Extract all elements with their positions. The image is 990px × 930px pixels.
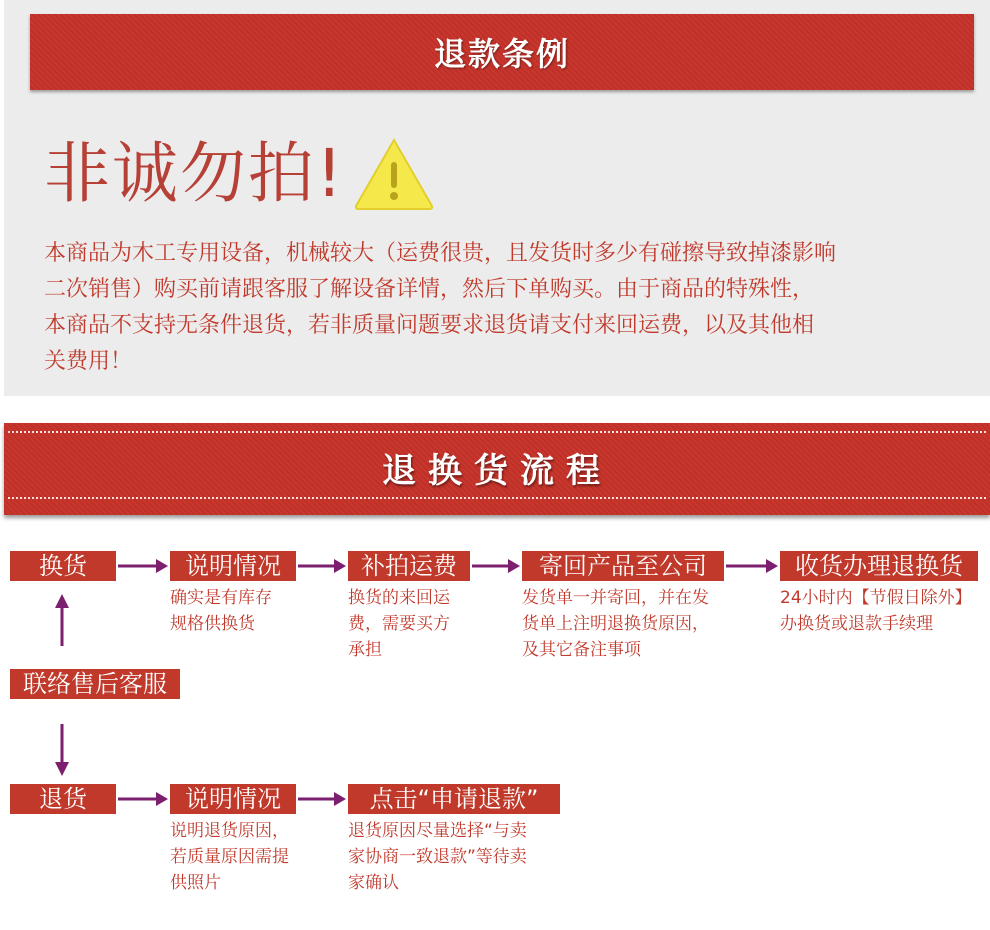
terms-line: 二次销售）购买前请跟客服了解设备详情，然后下单购买。由于商品的特殊性， (44, 277, 815, 302)
desc-line: 规格供换货 (170, 614, 255, 634)
explain-situation-step: 说明情况 (170, 551, 296, 581)
process-exchange-step: 收货办理退换货 (780, 551, 978, 581)
arrow-up-icon (52, 594, 72, 646)
desc-line: 说明退货原因， (170, 821, 289, 841)
desc-line: 发货单一并寄回，并在发 (522, 588, 709, 608)
terms-line: 关费用！ (44, 349, 133, 374)
exchange-step: 换货 (10, 551, 116, 581)
arrow-right-icon (118, 789, 168, 809)
pay-shipping-desc (348, 585, 450, 663)
return-product-step: 寄回产品至公司 (522, 551, 724, 581)
desc-line: 换货的来回运 (348, 588, 450, 608)
process-title: 退换货流程 (382, 451, 612, 491)
desc-line: 及其它备注事项 (522, 640, 641, 660)
desc-line: 若质量原因需提 (170, 847, 289, 867)
arrow-right-icon (726, 556, 778, 576)
apply-refund-desc (348, 818, 527, 896)
desc-line: 供照片 (170, 873, 221, 893)
desc-line: 费，需要买方 (348, 614, 450, 634)
desc-line: 确实是有库存 (170, 588, 272, 608)
refund-step: 退货 (10, 784, 116, 814)
desc-line: 家确认 (348, 873, 399, 893)
warning-triangle-icon (352, 136, 436, 212)
terms-line: 本商品不支持无条件退货，若非质量问题要求退货请支付来回运费，以及其他相 (44, 313, 815, 338)
process-exchange-desc (780, 585, 972, 637)
refund-terms-text (44, 236, 944, 380)
arrow-right-icon (298, 789, 346, 809)
arrow-right-icon (298, 556, 346, 576)
refund-explain-step: 说明情况 (170, 784, 296, 814)
desc-line: 家协商一致退款”等待卖 (348, 847, 527, 867)
process-header (4, 423, 990, 515)
arrow-right-icon (118, 556, 168, 576)
arrow-down-icon (52, 724, 72, 776)
arrow-right-icon (472, 556, 520, 576)
warning-heading (44, 136, 436, 212)
desc-line: 货单上注明退换货原因， (522, 614, 709, 634)
refund-terms-banner (30, 14, 974, 90)
warning-title: 非诚勿拍! (44, 135, 345, 212)
desc-line: 承担 (348, 640, 382, 660)
pay-shipping-step: 补拍运费 (348, 551, 470, 581)
terms-line: 本商品为木工专用设备，机械较大（运费很贵，且发货时多少有碰擦导致掉漆影响 (44, 241, 837, 266)
explain-situation-desc (170, 585, 272, 637)
desc-line: 办换货或退款手续理 (780, 614, 933, 634)
desc-line: 退货原因尽量选择“与卖 (348, 821, 527, 841)
return-product-desc (522, 585, 709, 663)
refund-explain-desc (170, 818, 289, 896)
contact-service-step: 联络售后客服 (10, 669, 180, 699)
refund-terms-title: 退款条例 (433, 35, 570, 73)
apply-refund-step: 点击“申请退款” (348, 784, 560, 814)
desc-line: 24小时内【节假日除外】 (780, 588, 972, 608)
